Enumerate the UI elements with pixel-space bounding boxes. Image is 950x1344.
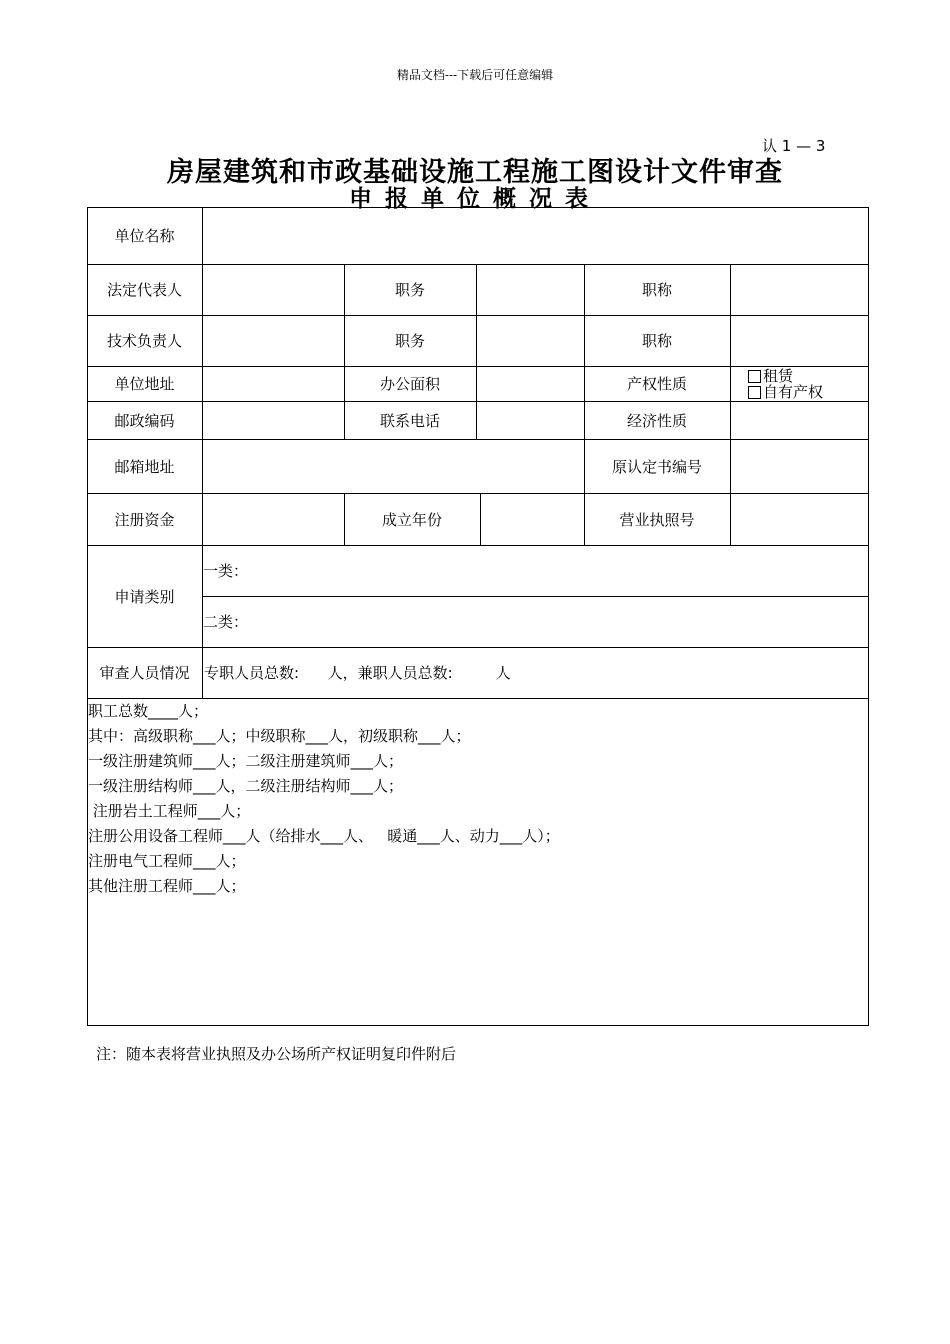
header-note: 精品文档---下载后可任意编辑 xyxy=(396,68,554,82)
label-tech-lead-title: 职称 xyxy=(641,332,672,350)
field-postal-code[interactable] xyxy=(203,401,344,439)
field-legal-rep-title[interactable] xyxy=(731,264,869,315)
staff-line: 职工总数____人； xyxy=(88,702,209,720)
label-property-nature: 产权性质 xyxy=(626,375,687,393)
label-tech-lead: 技术负责人 xyxy=(106,332,182,350)
label-reg-capital: 注册资金 xyxy=(114,510,175,529)
label-unit-name: 单位名称 xyxy=(114,227,175,245)
option-owned[interactable] xyxy=(748,384,823,400)
field-reviewer-detail[interactable]: 专职人员总数: 人，兼职人员总数: 人 xyxy=(204,664,511,682)
label-economic-nature: 经济性质 xyxy=(626,411,687,430)
field-legal-rep[interactable] xyxy=(203,264,344,315)
option-owned-label: 自有产权 xyxy=(763,383,824,401)
label-legal-rep-title: 职称 xyxy=(641,281,672,299)
label-orig-cert-no: 原认定书编号 xyxy=(611,457,702,476)
staff-line: 注册电气工程师___人； xyxy=(88,852,246,870)
label-apply-category: 申请类别 xyxy=(114,587,175,606)
field-phone[interactable] xyxy=(477,401,584,439)
field-category-2[interactable]: 二类： xyxy=(203,613,249,631)
property-options xyxy=(748,367,868,401)
label-office-area: 办公面积 xyxy=(379,375,440,393)
field-category-1[interactable]: 一类： xyxy=(203,562,249,580)
staff-line: 其中：高级职称___人；中级职称___人，初级职称___人； xyxy=(88,727,471,745)
label-email: 邮箱地址 xyxy=(114,457,175,476)
field-unit-address[interactable] xyxy=(203,366,344,401)
label-founding-year: 成立年份 xyxy=(381,510,442,529)
field-tech-lead-position[interactable] xyxy=(477,315,584,366)
staff-line: 注册公用设备工程师___人（给排水___人、 暖通___人、动力___人）； xyxy=(88,827,560,845)
field-license-no[interactable] xyxy=(731,493,869,545)
field-tech-lead-title[interactable] xyxy=(731,315,869,366)
document-subtitle: 申报单位概况表 xyxy=(349,186,601,212)
field-unit-name[interactable] xyxy=(203,207,869,264)
staff-line: 其他注册工程师___人； xyxy=(88,877,246,895)
field-email[interactable] xyxy=(203,439,584,493)
staff-line: 一级注册建筑师___人；二级注册建筑师___人； xyxy=(88,752,404,770)
form-code: 认 1 — 3 xyxy=(762,137,826,155)
label-phone: 联系电话 xyxy=(379,411,440,430)
field-legal-rep-position[interactable] xyxy=(477,264,584,315)
option-lease[interactable] xyxy=(748,368,793,384)
label-reviewer-status: 审查人员情况 xyxy=(99,664,190,682)
document-title: 房屋建筑和市政基础设施工程施工图设计文件审查 xyxy=(167,157,783,188)
label-postal-code: 邮政编码 xyxy=(114,411,175,430)
checkbox-icon[interactable] xyxy=(748,386,761,399)
field-orig-cert-no[interactable] xyxy=(731,439,869,493)
label-legal-rep-position: 职务 xyxy=(394,281,425,299)
label-tech-lead-position: 职务 xyxy=(394,332,425,350)
staff-line: 一级注册结构师___人，二级注册结构师___人； xyxy=(88,777,404,795)
field-office-area[interactable] xyxy=(477,366,584,401)
label-unit-address: 单位地址 xyxy=(114,375,175,393)
staff-line: 注册岩土工程师___人； xyxy=(88,802,251,820)
staff-summary xyxy=(88,699,560,899)
field-founding-year[interactable] xyxy=(481,493,584,545)
footnote: 注：随本表将营业执照及办公场所产权证明复印件附后 xyxy=(96,1045,457,1063)
option-lease-label: 租赁 xyxy=(763,367,794,385)
field-economic-nature[interactable] xyxy=(731,401,869,439)
checkbox-icon[interactable] xyxy=(748,370,761,383)
field-tech-lead[interactable] xyxy=(203,315,344,366)
label-license-no: 营业执照号 xyxy=(619,510,695,529)
field-reg-capital[interactable] xyxy=(203,493,344,545)
label-legal-rep: 法定代表人 xyxy=(106,281,182,299)
